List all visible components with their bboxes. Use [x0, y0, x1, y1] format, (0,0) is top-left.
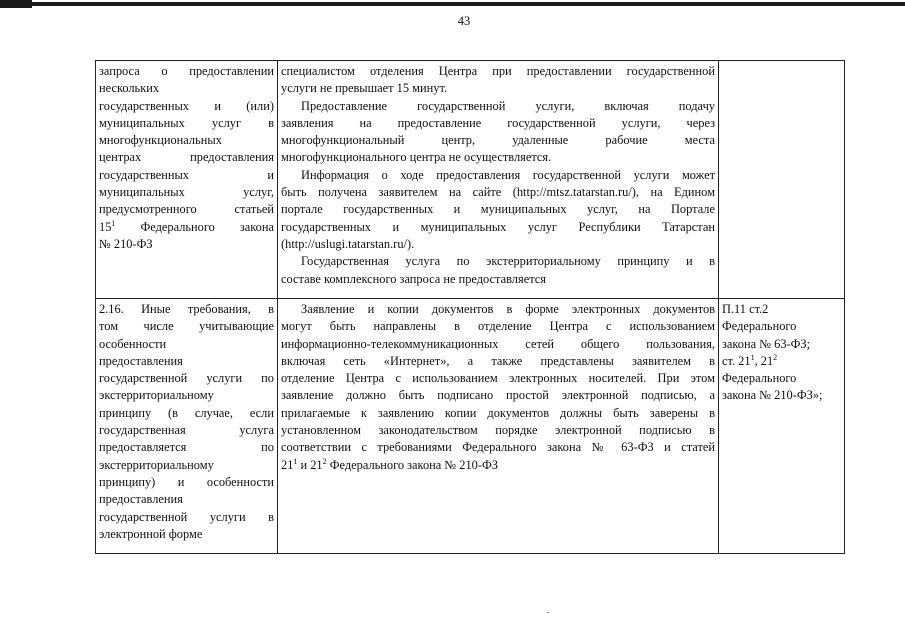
text-line: многофункциональных — [99, 133, 222, 148]
text-line: предоставления — [99, 492, 183, 507]
row2-left-text — [99, 301, 274, 543]
text-line: Государственная услуга по экстерриториальному принципу и в — [301, 254, 715, 269]
legal-ref-line: закона № 210-ФЗ»; — [722, 388, 823, 403]
text-line: быть получена заявителем на сайте (http://mtsz.tatarstan.ru/), на Едином — [281, 185, 715, 200]
text-line: особенности — [99, 336, 167, 351]
row1-middle-cell — [278, 61, 719, 299]
row2-middle-text — [281, 301, 715, 457]
text-line: предоставляется по — [99, 440, 274, 455]
row2-middle-cell — [278, 299, 719, 554]
row1-right-cell — [719, 61, 845, 299]
text-line: государственных и (или) — [99, 98, 274, 113]
text-line: отделение Центра с использованием электронных носителей. При этом — [281, 371, 715, 386]
row1-left-text — [99, 63, 274, 219]
requirements-table — [95, 60, 845, 554]
legal-ref-line: П.11 ст.2 — [722, 302, 769, 316]
text-line: муниципальных услуг в — [99, 115, 274, 130]
legal-ref-line: Федерального — [722, 371, 797, 386]
text-line: установленном законодательством порядке электронной подписью в — [281, 423, 715, 438]
text-line: портале государственных и муниципальных услуг, на Портале — [281, 202, 715, 217]
text-line: многофункциональный центр, удаленные рабочие места — [281, 133, 715, 148]
text-line: нескольких — [99, 81, 160, 96]
row2-right-cell — [719, 299, 845, 554]
text-line: специалистом отделения Центра при предоставлении государственной — [281, 64, 715, 78]
text-line: информационно-телекоммуникационных сетей общего пользования, — [281, 336, 715, 351]
text-line: услуги не превышает 15 минут. — [281, 81, 448, 96]
row1-middle-text — [281, 63, 715, 288]
text-line: могут быть направлены в отделение Центра с использованием — [281, 319, 715, 334]
legal-ref-line: закона № 63-ФЗ; — [722, 336, 811, 351]
text-line: многофункционального центра не осуществляется. — [281, 150, 552, 165]
scan-speck — [547, 612, 549, 613]
text-line: заявление должно быть подписано простой электронной подписью, а — [281, 388, 715, 403]
row1-left-last: № 210-ФЗ — [99, 236, 153, 251]
row2-left-cell — [96, 299, 278, 554]
text-line: Информация о ходе предоставления государственной услуги может — [301, 167, 715, 182]
text-line: центрах предоставления — [99, 150, 274, 165]
text-line: муниципальных услуг, — [99, 185, 274, 200]
page-number: 43 — [457, 14, 471, 28]
text-line: государственных и — [99, 167, 274, 182]
text-line: принципу) и особенности — [99, 474, 274, 489]
text-line: соответствии с требованиями Федерального закона № 63-ФЗ и статей — [281, 440, 715, 455]
text-line: электронной форме — [99, 526, 203, 541]
table-row — [96, 299, 845, 554]
table-row — [96, 61, 845, 299]
text-line: предусмотренного статьей — [99, 202, 274, 217]
text-line: государственная услуга — [99, 423, 274, 438]
text-line: государственной услуги по — [99, 371, 274, 386]
text-line: государственных и муниципальных услуг Республики Татарстан — [281, 219, 715, 234]
legal-ref-line: Федерального — [722, 319, 797, 334]
text-line: заявления на предоставление государственной услуги, через — [281, 115, 715, 130]
text-line: принципу (в случае, если — [99, 405, 274, 420]
legal-ref-line: ст. $21^1$, $21^2$ — [722, 352, 778, 368]
top-scan-border-left — [0, 0, 32, 8]
text-line: Заявление и копии документов в форме электронных документов — [301, 302, 715, 316]
row1-left-cell — [96, 61, 278, 299]
text-line: (http://uslugi.tatarstan.ru/). — [281, 236, 415, 251]
text-line: экстерриториальному — [99, 457, 214, 472]
text-line: прилагаемые к заявлению копии документов должны быть заверены в — [281, 405, 715, 420]
text-line: составе комплексного запроса не предоставляется — [281, 271, 546, 286]
text-line: экстерриториальному — [99, 388, 214, 403]
row2-middle-last: $21^1$ и $21^2$ Федерального закона № 210-ФЗ — [281, 456, 499, 472]
row1-left-article: $15^1$ Федерального закона — [99, 218, 274, 234]
text-line: запроса о предоставлении — [99, 64, 274, 78]
text-line: предоставления — [99, 353, 183, 368]
top-scan-border — [30, 2, 905, 6]
text-line: включая сеть «Интернет», а также представлены заявителем в — [281, 353, 715, 368]
text-line: Предоставление государственной услуги, включая подачу — [301, 98, 715, 113]
text-line: 2.16. Иные требования, в — [99, 302, 274, 316]
text-line: государственной услуги в — [99, 509, 274, 524]
text-line: том числе учитывающие — [99, 319, 274, 334]
